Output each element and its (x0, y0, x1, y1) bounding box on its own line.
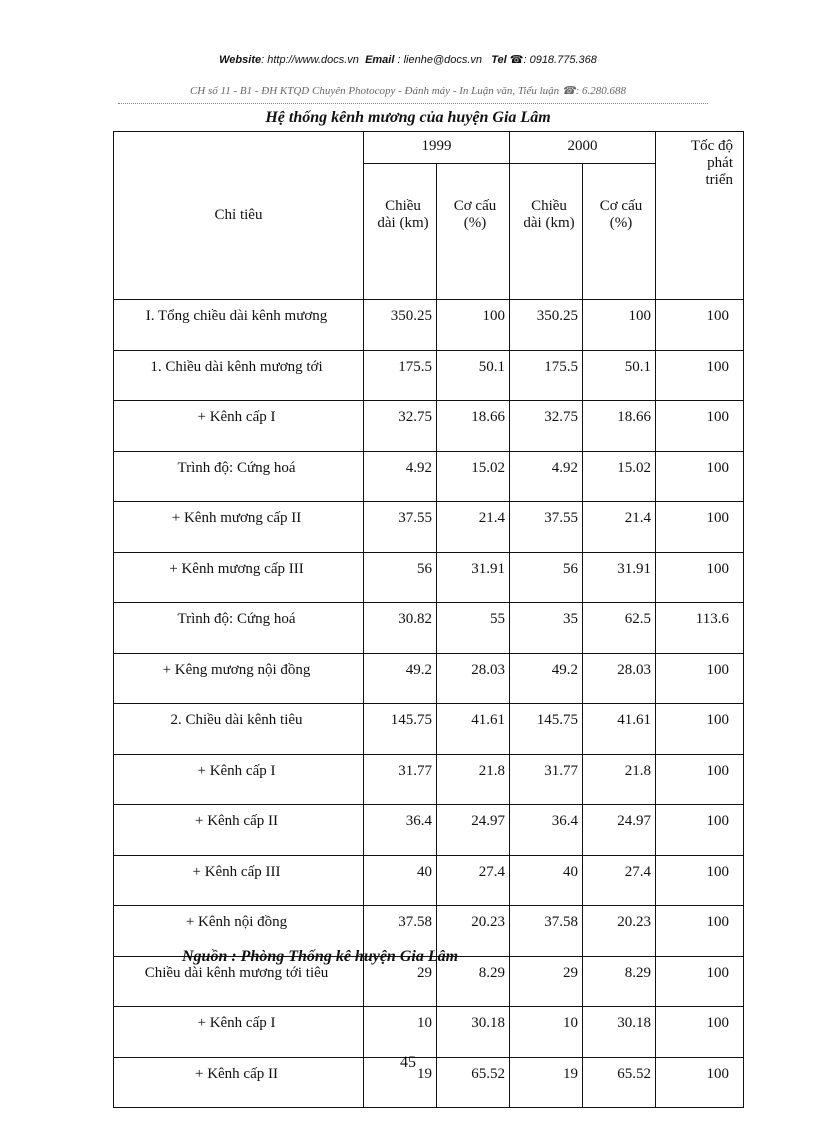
cell-share-1999: 31.91 (437, 552, 510, 603)
website-url[interactable]: : http://www.docs.vn (261, 54, 359, 66)
cell-growth: 100 (656, 855, 744, 906)
page-number: 45 (400, 1054, 416, 1071)
header-year-1999: 1999 (364, 132, 510, 164)
cell-share-2000: 15.02 (583, 451, 656, 502)
cell-share-1999: 100 (437, 300, 510, 351)
cell-length-2000: 37.58 (510, 906, 583, 957)
cell-growth: 100 (656, 300, 744, 351)
table-row (114, 350, 744, 401)
cell-length-2000: 350.25 (510, 300, 583, 351)
cell-share-2000: 27.4 (583, 855, 656, 906)
header-share-1999: Cơ cấu (%) (437, 164, 510, 300)
cell-share-1999: 24.97 (437, 805, 510, 856)
cell-growth: 100 (656, 906, 744, 957)
row-label: + Kênh cấp II (114, 805, 364, 856)
cell-growth: 100 (656, 754, 744, 805)
table-row (114, 603, 744, 654)
cell-length-1999: 30.82 (364, 603, 437, 654)
cell-length-1999: 49.2 (364, 653, 437, 704)
header-divider (118, 103, 708, 104)
cell-length-2000: 40 (510, 855, 583, 906)
cell-length-2000: 31.77 (510, 754, 583, 805)
cell-share-2000: 50.1 (583, 350, 656, 401)
email-value[interactable]: : lienhe@docs.vn (397, 54, 483, 66)
cell-share-1999: 28.03 (437, 653, 510, 704)
header-length-2000: Chiều dài (km) (510, 164, 583, 300)
header-length-1999: Chiều dài (km) (364, 164, 437, 300)
table-title: Hệ thống kênh mương của huyện Gia Lâm (265, 109, 551, 126)
cell-length-2000: 36.4 (510, 805, 583, 856)
cell-growth: 100 (656, 653, 744, 704)
table-row (114, 1007, 744, 1058)
row-label: I. Tổng chiều dài kênh mương (114, 300, 364, 351)
row-label: Trình độ: Cứng hoá (114, 603, 364, 654)
cell-length-2000: 10 (510, 1007, 583, 1058)
table-row (114, 653, 744, 704)
cell-growth: 100 (656, 401, 744, 452)
cell-growth: 100 (656, 552, 744, 603)
table-row (114, 401, 744, 452)
cell-growth: 100 (656, 956, 744, 1007)
cell-share-2000: 62.5 (583, 603, 656, 654)
cell-share-1999: 30.18 (437, 1007, 510, 1058)
cell-length-1999: 31.77 (364, 754, 437, 805)
cell-growth: 100 (656, 1057, 744, 1108)
cell-growth: 100 (656, 1007, 744, 1058)
cell-share-1999: 15.02 (437, 451, 510, 502)
cell-length-2000: 56 (510, 552, 583, 603)
cell-length-2000: 29 (510, 956, 583, 1007)
header-share-2000: Cơ cấu (%) (583, 164, 656, 300)
row-label: + Kênh cấp I (114, 754, 364, 805)
row-label: Trình độ: Cứng hoá (114, 451, 364, 502)
cell-growth: 100 (656, 350, 744, 401)
cell-share-1999: 8.29 (437, 956, 510, 1007)
cell-length-2000: 37.55 (510, 502, 583, 553)
cell-length-1999: 32.75 (364, 401, 437, 452)
cell-share-2000: 41.61 (583, 704, 656, 755)
source-note: Nguồn : Phòng Thống kê huyện Gia Lâm (182, 948, 459, 965)
cell-share-1999: 20.23 (437, 906, 510, 957)
row-label: + Kênh nội đồng (114, 906, 364, 957)
cell-length-1999: 19 (364, 1057, 437, 1108)
cell-length-1999: 4.92 (364, 451, 437, 502)
cell-share-1999: 50.1 (437, 350, 510, 401)
cell-share-1999: 18.66 (437, 401, 510, 452)
row-label: + Kênh cấp II (114, 1057, 364, 1108)
table-row (114, 552, 744, 603)
cell-share-2000: 30.18 (583, 1007, 656, 1058)
page-header-address: CH số 11 - B1 - ĐH KTQD Chuyên Photocopy - Đánh máy - In Luận văn, Tiểu luận ☎: 6.280.688 (189, 85, 627, 97)
cell-share-2000: 21.8 (583, 754, 656, 805)
cell-length-2000: 19 (510, 1057, 583, 1108)
table-row (114, 805, 744, 856)
cell-length-2000: 49.2 (510, 653, 583, 704)
cell-length-2000: 175.5 (510, 350, 583, 401)
cell-length-2000: 32.75 (510, 401, 583, 452)
cell-length-1999: 40 (364, 855, 437, 906)
cell-length-2000: 35 (510, 603, 583, 654)
table-row (114, 502, 744, 553)
cell-share-1999: 65.52 (437, 1057, 510, 1108)
row-label: 2. Chiều dài kênh tiêu (114, 704, 364, 755)
cell-share-2000: 28.03 (583, 653, 656, 704)
cell-length-1999: 56 (364, 552, 437, 603)
website-label: Website (219, 54, 262, 66)
header-year-2000: 2000 (510, 132, 656, 164)
row-label: + Kênh mương cấp II (114, 502, 364, 553)
table-row (114, 855, 744, 906)
cell-length-2000: 145.75 (510, 704, 583, 755)
row-label: 1. Chiều dài kênh mương tới (114, 350, 364, 401)
cell-length-1999: 37.58 (364, 906, 437, 957)
table-row (114, 300, 744, 351)
table-row (114, 754, 744, 805)
cell-share-2000: 100 (583, 300, 656, 351)
cell-share-2000: 20.23 (583, 906, 656, 957)
row-label: + Kênh cấp I (114, 401, 364, 452)
tel-label: Tel (491, 54, 507, 66)
cell-share-1999: 21.8 (437, 754, 510, 805)
email-label: Email (365, 54, 395, 66)
table-row (114, 704, 744, 755)
cell-growth: 100 (656, 451, 744, 502)
page-header-contact (0, 53, 816, 66)
cell-length-1999: 145.75 (364, 704, 437, 755)
cell-share-1999: 27.4 (437, 855, 510, 906)
tel-value: : 0918.775.368 (523, 54, 597, 66)
cell-length-1999: 10 (364, 1007, 437, 1058)
cell-length-1999: 29 (364, 956, 437, 1007)
cell-share-2000: 31.91 (583, 552, 656, 603)
cell-share-2000: 8.29 (583, 956, 656, 1007)
table-row (114, 451, 744, 502)
cell-share-1999: 55 (437, 603, 510, 654)
cell-growth: 113.6 (656, 603, 744, 654)
cell-share-2000: 24.97 (583, 805, 656, 856)
cell-growth: 100 (656, 805, 744, 856)
phone-icon: ☎ (509, 54, 524, 66)
header-growth-rate: Tốc độ phát triển (656, 132, 744, 300)
header-chitieu: Chỉ tiêu (114, 132, 364, 300)
cell-length-1999: 37.55 (364, 502, 437, 553)
row-label: + Kêng mương nội đồng (114, 653, 364, 704)
cell-share-1999: 21.4 (437, 502, 510, 553)
cell-length-1999: 350.25 (364, 300, 437, 351)
cell-length-2000: 4.92 (510, 451, 583, 502)
cell-length-1999: 175.5 (364, 350, 437, 401)
row-label: + Kênh mương cấp III (114, 552, 364, 603)
row-label: Chiều dài kênh mương tới tiêu (114, 956, 364, 1007)
cell-length-1999: 36.4 (364, 805, 437, 856)
row-label: + Kênh cấp I (114, 1007, 364, 1058)
cell-growth: 100 (656, 502, 744, 553)
cell-share-2000: 21.4 (583, 502, 656, 553)
cell-share-2000: 65.52 (583, 1057, 656, 1108)
row-label: + Kênh cấp III (114, 855, 364, 906)
cell-share-2000: 18.66 (583, 401, 656, 452)
cell-share-1999: 41.61 (437, 704, 510, 755)
cell-growth: 100 (656, 704, 744, 755)
